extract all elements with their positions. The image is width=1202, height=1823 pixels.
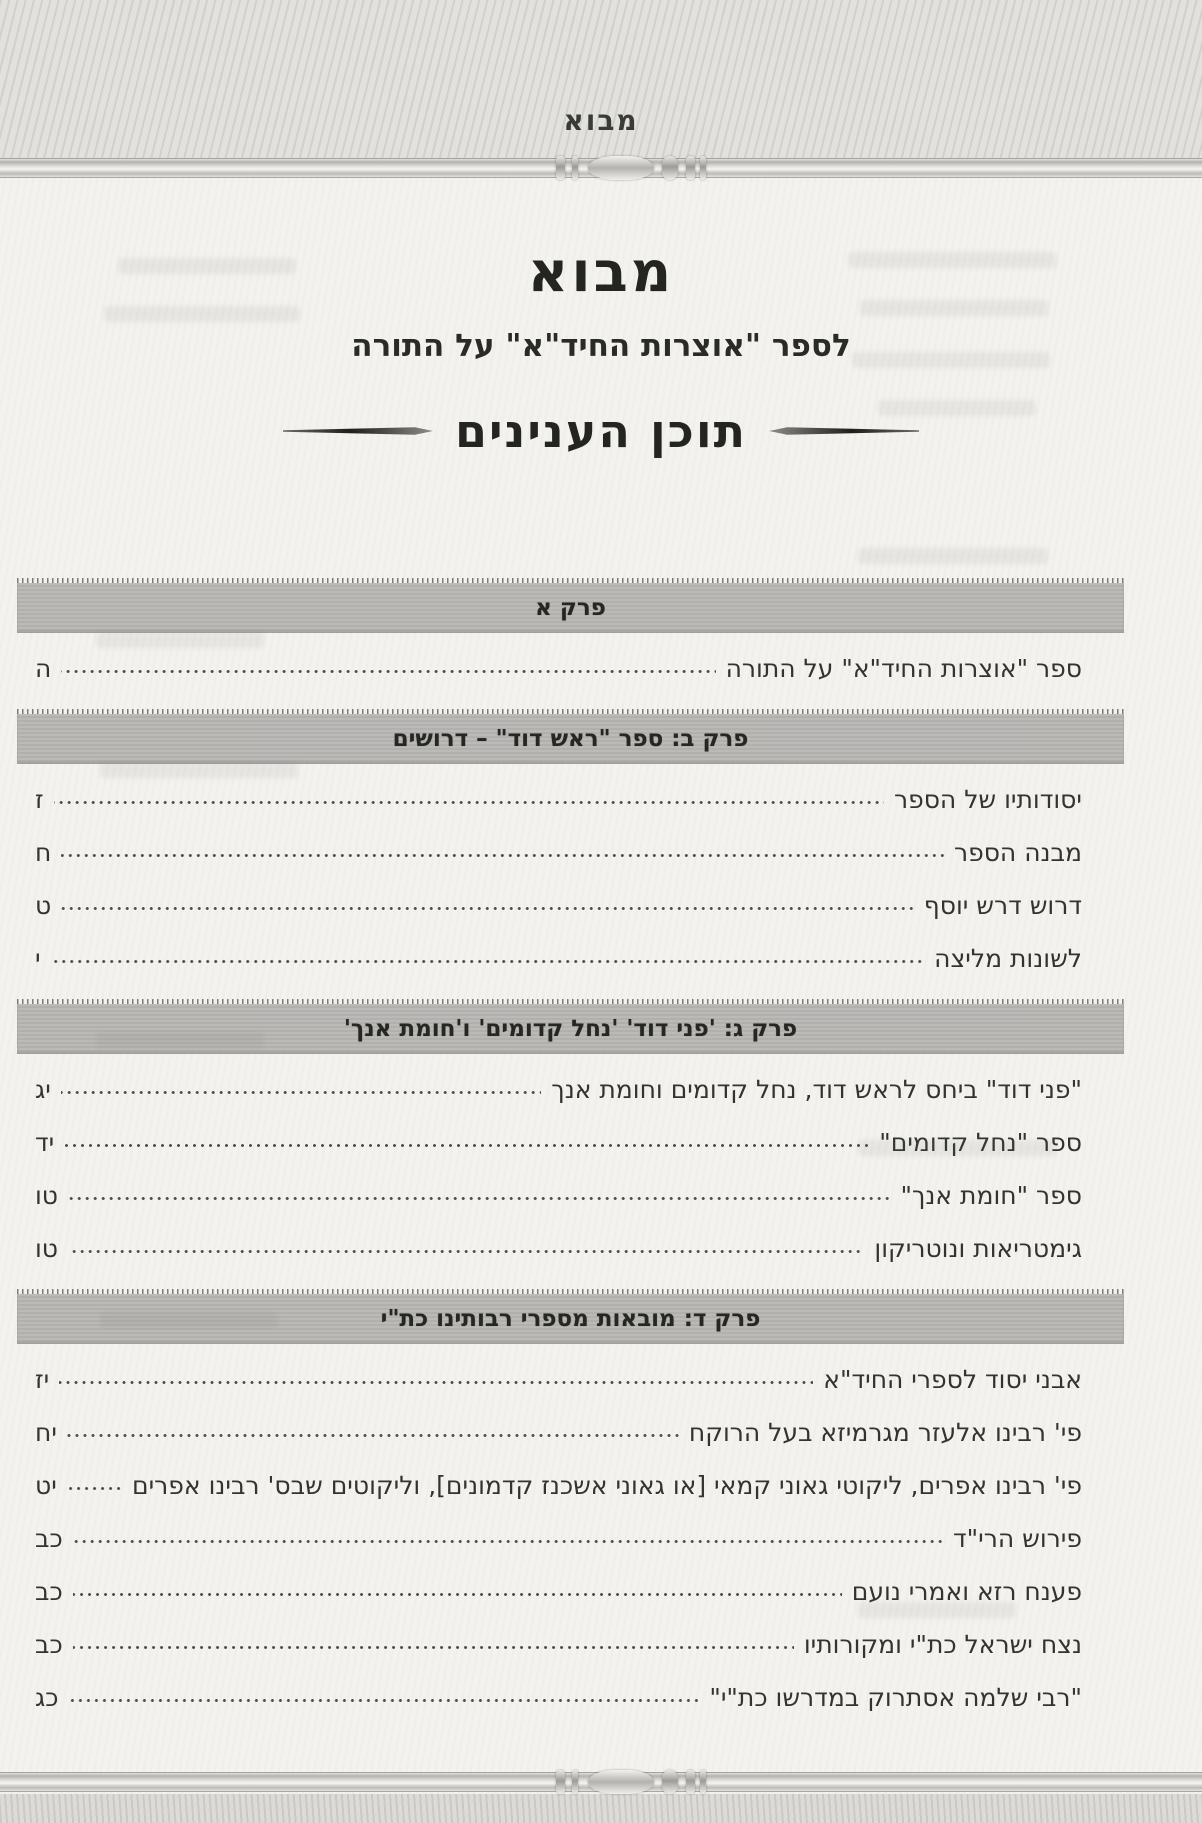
toc-entry-row [35,826,1082,879]
toc-entry-label: ספר "נחל קדומים" [879,1128,1082,1157]
bleed-through-artifact [96,1032,264,1048]
toc-entry-label: "פני דוד" ביחס לראש דוד, נחל קדומים וחומת אנך [551,1075,1082,1104]
bleed-through-artifact [860,300,1048,316]
toc-entry-label: פענח רזא ואמרי נועם [851,1577,1082,1606]
dotted-leader [51,959,925,964]
bleed-through-artifact [858,1140,1056,1156]
dotted-leader [67,1486,122,1491]
toc-entry-row [35,1671,1082,1724]
toc-entry-label: דרוש דרש יוסף [923,891,1082,920]
toc-entry-row [35,932,1082,985]
section-entries [17,764,1124,985]
toc-entry-label: גימטריאות ונוטריקון [874,1234,1082,1263]
bleed-through-artifact [100,762,298,778]
bleed-through-artifact [118,258,296,274]
section-header-label: פרק א [535,595,606,621]
toc-entry-label: "רבי שלמה אסתרוק במדרשו כת"י" [709,1683,1082,1712]
dotted-leader [68,1196,890,1201]
taper-line-left [283,427,433,436]
dotted-leader [73,1539,943,1544]
section-header-label: פרק ג: 'פני דוד' 'נחל קדומים' ו'חומת אנך' [343,1016,798,1042]
toc-entry-page: ח [35,838,52,867]
toc-entry-row [35,1406,1082,1459]
toc-entry-label: נצח ישראל כת"י ומקורותיו [803,1630,1082,1659]
toc-entry-page: יט [35,1471,57,1500]
toc-entry-label: פי' רבינו אפרים, ליקוטי גאוני קמאי [או גאוני אשכנז קדמונים], וליקוטים שבס' רבינו אפרים [132,1471,1082,1500]
toc-entry-row [35,1618,1082,1671]
dotted-leader [64,1143,869,1148]
bleed-through-artifact [858,548,1048,564]
dotted-leader [73,1592,842,1597]
section-header-label: פרק ב: ספר "ראש דוד" – דרושים [392,726,749,752]
toc-entry-label: מבנה הספר [953,838,1082,867]
toc-entry-page: כב [35,1577,63,1606]
dotted-leader [68,1249,864,1254]
bleed-through-artifact [100,1312,278,1328]
running-header: מבוא [563,104,639,137]
toc-entry-row [35,1512,1082,1565]
toc-entry-label: פירוש הרי"ד [953,1524,1082,1553]
bottom-texture-band [0,1794,1202,1823]
toc-heading-label: תוכן הענינים [454,404,748,458]
toc-entry-page: ה [35,654,52,683]
bleed-through-artifact [852,352,1050,368]
toc-entry-page: כב [35,1524,63,1553]
section-header-bar [17,583,1124,633]
section-header-label: פרק ד: מובאות מספרי רבותינו כת"י [380,1306,761,1332]
toc-entry-page: ט [35,891,52,920]
dotted-leader [73,1645,794,1650]
toc-entry-page: כג [35,1683,59,1712]
toc-entry-label: ספר "אוצרות החיד"א" על התורה [725,654,1082,683]
dotted-leader [61,906,914,911]
bleed-through-artifact [878,400,1036,416]
toc-entry-row [35,1353,1082,1406]
toc-entry-page: כב [35,1630,63,1659]
dotted-leader [54,800,884,805]
section-entries [17,1054,1124,1275]
section-entries [17,1344,1124,1724]
toc-entry-row [35,1459,1082,1512]
toc-entry-row [35,1222,1082,1275]
toc-entry-page: יד [35,1128,55,1157]
page-title: מבוא [527,240,675,305]
toc-section [17,1294,1124,1724]
toc-entry-page: יז [35,1365,50,1394]
toc-entry-row [35,642,1082,695]
dotted-leader [61,853,944,858]
toc-entry-page: יג [35,1075,51,1104]
dotted-leader [59,1380,813,1385]
toc-entry-label: ספר "חומת אנך" [900,1181,1082,1210]
bleed-through-artifact [848,252,1056,268]
bleed-through-artifact [104,306,300,322]
toc-entry-page: יח [35,1418,57,1447]
page-subtitle: לספר "אוצרות החיד"א" על התורה [351,328,851,364]
bottom-decorative-rule [0,1772,1202,1792]
toc-entry-row [35,773,1082,826]
dotted-leader [69,1698,700,1703]
dotted-leader [61,1090,541,1095]
toc-entry-page: טו [35,1181,59,1210]
toc-entry-label: לשונות מליצה [934,944,1082,973]
toc-section [17,714,1124,985]
section-header-bar [17,714,1124,764]
toc-entry-page: טו [35,1234,59,1263]
bleed-through-artifact [858,1602,1016,1618]
toc-entry-page: ז [35,785,44,814]
toc-entry-row [35,879,1082,932]
top-decorative-rule [0,158,1202,178]
toc-entry-label: אבני יסוד לספרי החיד"א [823,1365,1082,1394]
dotted-leader [61,669,715,674]
bleed-through-artifact [96,632,264,648]
toc-entry-row [35,1169,1082,1222]
toc-entry-row [35,1063,1082,1116]
toc-entry-page: י [35,944,41,973]
dotted-leader [67,1433,679,1438]
toc-entry-label: יסודותיו של הספר [893,785,1082,814]
toc-entry-label: פי' רבינו אלעזר מגרמיזא בעל הרוקח [688,1418,1082,1447]
taper-line-right [769,427,919,436]
